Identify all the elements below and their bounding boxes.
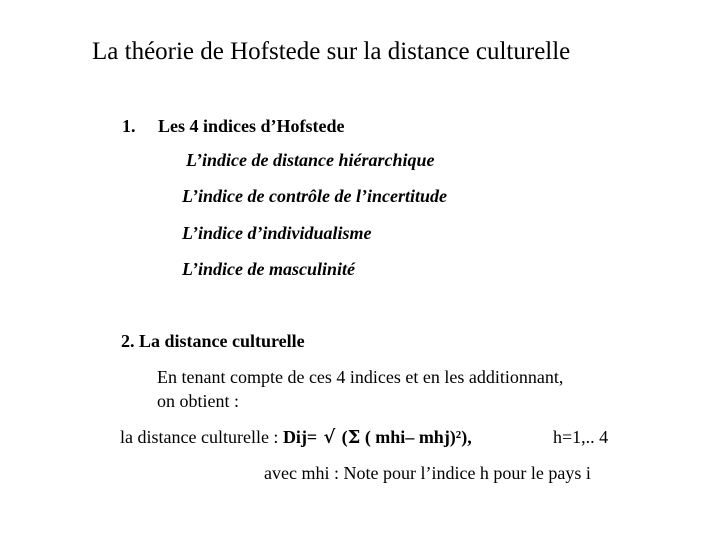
index-item-uncertainty-avoidance: L’indice de contrôle de l’incertitude — [182, 186, 447, 206]
formula-prefix: la distance culturelle : — [120, 427, 283, 447]
formula-sigma-symbol: Σ — [347, 427, 361, 448]
section-1-heading-text: Les 4 indices d’Hofstede — [158, 116, 345, 136]
formula-body: ( mhi– mhj)²), — [360, 427, 472, 447]
distance-formula — [120, 425, 472, 450]
index-item-power-distance: L’indice de distance hiérarchique — [186, 150, 435, 170]
formula-note: avec mhi : Note pour l’indice h pour le pays i — [264, 463, 591, 483]
index-item-masculinity: L’indice de masculinité — [182, 259, 355, 279]
section-1-number: 1. — [122, 116, 136, 136]
paragraph-line-1: En tenant compte de ces 4 indices et en les additionnant, — [157, 367, 564, 387]
formula-index-range: h=1,.. 4 — [553, 427, 609, 447]
index-item-individualism: L’indice d’individualisme — [182, 223, 372, 243]
slide-title: La théorie de Hofstede sur la distance culturelle — [92, 38, 571, 65]
section-1-heading — [122, 114, 345, 138]
paragraph-line-2: on obtient : — [157, 391, 239, 411]
formula-lhs: Dij= — [282, 427, 318, 447]
formula-sqrt-symbol: √ — [317, 427, 342, 448]
section-2-heading: 2. La distance culturelle — [121, 331, 305, 351]
section-2-paragraph — [157, 365, 563, 413]
formula-open-paren: ( — [341, 427, 348, 447]
